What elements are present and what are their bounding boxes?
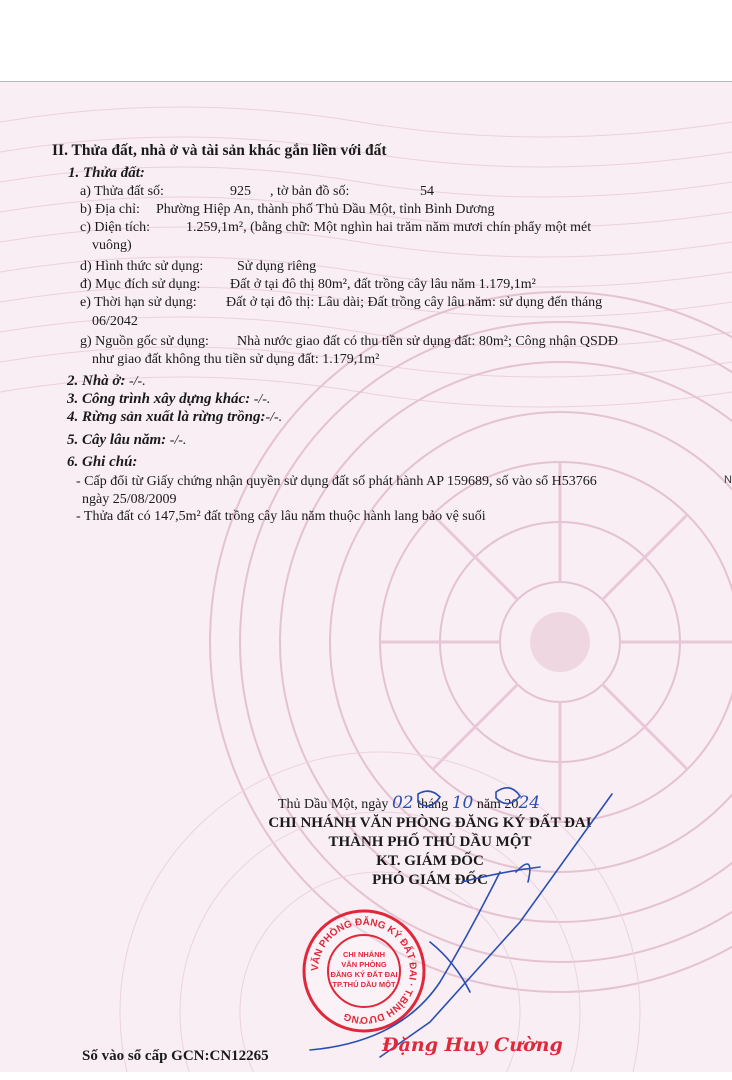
edge-mark: N — [724, 474, 732, 486]
notes-line3: - Thửa đất có 147,5m² đất trồng cây lâu năm thuộc hành lang bảo vệ suối — [76, 509, 486, 524]
date-year-label: năm 20 — [476, 797, 519, 812]
construction-value: -/-. — [253, 392, 271, 407]
address-label: b) Địa chỉ: — [80, 202, 140, 217]
parcel-number-label: a) Thửa đất số: — [80, 184, 164, 199]
stamp-center-line2: VĂN PHÒNG — [341, 960, 387, 969]
usage-origin-label: g) Nguồn gốc sử dụng: — [80, 334, 209, 349]
date-day: 02 — [391, 793, 414, 813]
office-line2: THÀNH PHỐ THỦ DẦU MỘT — [328, 834, 532, 850]
notes-line2: ngày 25/08/2009 — [82, 492, 177, 507]
usage-form-value: Sử dụng riêng — [237, 259, 317, 274]
construction-heading: 3. Công trình xây dựng khác: — [67, 391, 251, 407]
date-prefix: Thủ Dầu Một, ngày — [278, 797, 389, 812]
perennial-value: -/-. — [169, 433, 187, 448]
date-month-label: tháng — [417, 797, 449, 812]
usage-term-label: e) Thời hạn sử dụng: — [80, 295, 197, 310]
perennial-heading: 5. Cây lâu năm: — [67, 432, 167, 448]
title-line1: KT. GIÁM ĐỐC — [376, 853, 484, 869]
usage-origin-value-line1: Nhà nước giao đất có thu tiền sử dụng đất: 80m²; Công nhận QSDĐ — [237, 334, 619, 349]
forest-value: -/-. — [265, 410, 283, 425]
area-label: c) Diện tích: — [80, 220, 150, 235]
date-month: 10 — [451, 793, 474, 813]
house-value: -/-. — [128, 374, 146, 389]
office-line1: CHI NHÁNH VĂN PHÒNG ĐĂNG KÝ ĐẤT ĐAI — [268, 815, 592, 831]
date-year: 24 — [518, 793, 541, 813]
land-heading: 1. Thửa đất: — [68, 165, 145, 181]
forest-heading: 4. Rừng sản xuất là rừng trồng: — [67, 409, 266, 425]
notes-heading: 6. Ghi chú: — [67, 454, 138, 470]
registry-entry: Số vào sổ cấp GCN:CN12265 — [82, 1048, 269, 1064]
signer-name: Đặng Huy Cường — [382, 1034, 563, 1056]
map-sheet-value: 54 — [420, 184, 434, 199]
usage-term-value-line1: Đất ở tại đô thị: Lâu dài; Đất trồng cây lâu năm: sử dụng đến tháng — [226, 295, 603, 310]
usage-purpose-label: đ) Mục đích sử dụng: — [80, 277, 201, 292]
area-value-line2: vuông) — [92, 238, 132, 253]
notes-line1: - Cấp đổi từ Giấy chứng nhận quyền sử dụng đất số phát hành AP 159689, số vào sổ H53766 — [76, 474, 597, 489]
title-line2: PHÓ GIÁM ĐỐC — [372, 872, 488, 888]
scan-bottom-margin — [0, 1072, 732, 1080]
section-title: II. Thửa đất, nhà ở và tài sản khác gắn liền với đất — [52, 142, 387, 159]
usage-origin-value-line2: như giao đất không thu tiền sử dụng đất: 1.179,1m² — [92, 352, 380, 367]
stamp-center-line3: ĐĂNG KÝ ĐẤT ĐAI — [330, 970, 398, 979]
certificate-page — [0, 82, 732, 1072]
parcel-number-value: 925 — [230, 184, 251, 199]
scan-top-margin — [0, 0, 732, 82]
usage-term-value-line2: 06/2042 — [92, 314, 138, 329]
usage-purpose-value: Đất ở tại đô thị 80m², đất trồng cây lâu năm 1.179,1m² — [230, 277, 536, 292]
house-heading: 2. Nhà ở: — [67, 373, 126, 389]
area-value-line1: 1.259,1m², (bằng chữ: Một nghìn hai trăm năm mươi chín phẩy một mét — [186, 220, 592, 235]
usage-form-label: d) Hình thức sử dụng: — [80, 259, 204, 274]
stamp-center-line4: TP.THỦ DẦU MỘT — [332, 980, 396, 989]
stamp-ring-text: VĂN PHÒNG ĐĂNG KÝ ĐẤT ĐAI · T.BÌNH DƯƠNG — [309, 916, 419, 1026]
address-value: Phường Hiệp An, thành phố Thủ Dầu Một, tỉnh Bình Dương — [156, 202, 495, 217]
handwritten-signature — [0, 82, 732, 1072]
stamp-center-line1: CHI NHÁNH — [342, 950, 386, 959]
map-sheet-label: , tờ bản đồ số: — [270, 184, 350, 199]
